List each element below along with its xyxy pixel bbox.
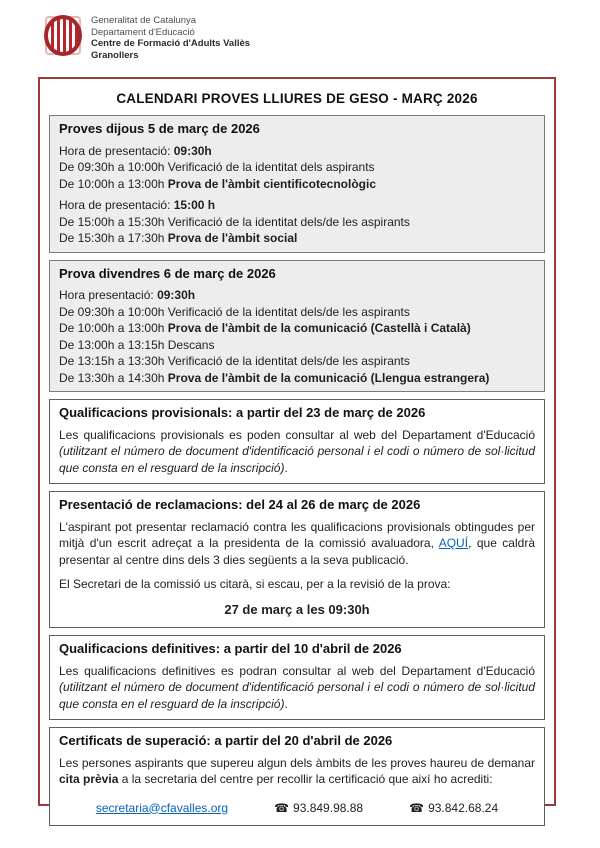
org-line-departament: Departament d'Educació: [91, 26, 195, 38]
org-name-block: [91, 13, 250, 61]
schedule-line: De 15:00h a 15:30h Verificació de la identitat dels/de les aspirants: [59, 214, 410, 229]
letterhead: [44, 13, 250, 61]
telephone-icon: ☎: [409, 800, 425, 815]
section-heading: Presentació de reclamacions: del 24 al 26 de març de 2026: [59, 497, 421, 512]
phone-number-2: ☎ 93.842.68.24: [409, 800, 499, 815]
schedule-line: De 09:30h a 10:00h Verificació de la identitat dels/de les aspirants: [59, 304, 410, 319]
section-qualificacions-provisionals: [49, 399, 545, 484]
generalitat-senyera-logo-icon: [44, 13, 82, 58]
section-prova-divendres-6-marc: [49, 260, 545, 393]
schedule-line: De 13:00h a 13:15h Descans: [59, 337, 215, 352]
schedule-line: Hora de presentació: 09:30h: [59, 143, 212, 158]
telephone-icon: ☎: [274, 800, 290, 815]
section-heading: Qualificacions provisionals: a partir del 23 de març de 2026: [59, 405, 426, 420]
section-heading: Certificats de superació: a partir del 20 d'abril de 2026: [59, 733, 393, 748]
contact-row: [59, 800, 535, 817]
revision-date-highlight: 27 de març a les 09:30h: [224, 601, 370, 617]
section-heading: Prova divendres 6 de març de 2026: [59, 265, 276, 281]
section-body: Les persones aspirants que supereu algun dels àmbits de les proves haureu de demanar cita prèvia a la secretaria del centre per recollir la certificació que així ho acrediti:: [59, 755, 535, 786]
section-heading: Proves dijous 5 de març de 2026: [59, 121, 260, 136]
schedule-line: Hora de presentació: 15:00 h: [59, 198, 216, 212]
section-proves-dijous-5-marc: [49, 115, 545, 253]
schedule-line: Hora presentació: 09:30h: [59, 288, 196, 302]
schedule-line: De 13:15h a 13:30h Verificació de la identitat dels/de les aspirants: [59, 354, 410, 368]
section-body: L'aspirant pot presentar reclamació contra les qualificacions provisionals obtingudes per mitjà d'un escrit adreçat a la presidenta de la comissió avaluadora, AQUÍ, que caldrà presentar al centre dins dels 3 dies següents a la seva publicació.: [59, 519, 535, 567]
schedule-line: De 10:00h a 13:00h Prova de l'àmbit de la comunicació (Castellà i Català): [59, 321, 471, 335]
afternoon-schedule: [59, 197, 535, 247]
schedule-line: De 09:30h a 10:00h Verificació de la identitat dels aspirants: [59, 160, 375, 174]
section-body: Les qualificacions provisionals es poden consultar al web del Departament d'Educació (utilitzant el número de document d'identificació personal i el codi o número de sol·licitud que consta en el resguard de la inscripció).: [59, 427, 535, 475]
section-heading: Qualificacions definitives: a partir del 10 d'abril de 2026: [59, 641, 402, 656]
org-line-granollers: Granollers: [91, 49, 139, 61]
section-qualificacions-definitives: [49, 635, 545, 720]
page-title: CALENDARI PROVES LLIURES DE GESO - MARÇ 2026: [116, 91, 478, 106]
section-certificats-superacio: [49, 727, 545, 826]
phone-number-1: ☎ 93.849.98.88: [274, 800, 364, 815]
org-line-centre: Centre de Formació d'Adults Vallès: [91, 38, 251, 49]
revision-notice: El Secretari de la comissió us citarà, si escau, per a la revisió de la prova:: [59, 577, 451, 591]
org-line-generalitat: Generalitat de Catalunya: [91, 15, 197, 26]
morning-schedule: [59, 143, 535, 193]
main-document-frame: [38, 77, 556, 815]
section-body: Les qualificacions definitives es podran consultar al web del Departament d'Educació (utilitzant el número de document d'identificació personal i el codi o número de sol·licitud que consta en el resguard de la inscripció).: [59, 663, 535, 711]
secretaria-email-link[interactable]: secretaria@cfavalles.org: [95, 800, 229, 815]
schedule-line: De 10:00h a 13:00h Prova de l'àmbit cientificotecnològic: [59, 176, 376, 191]
schedule-line: De 13:30h a 14:30h Prova de l'àmbit de la comunicació (Llengua estrangera): [59, 370, 490, 385]
schedule-line: De 15:30h a 17:30h Prova de l'àmbit social: [59, 231, 298, 245]
day2-schedule: [59, 287, 535, 386]
aqui-link[interactable]: AQUÍ: [438, 536, 469, 550]
section-presentacio-reclamacions: [49, 491, 545, 628]
